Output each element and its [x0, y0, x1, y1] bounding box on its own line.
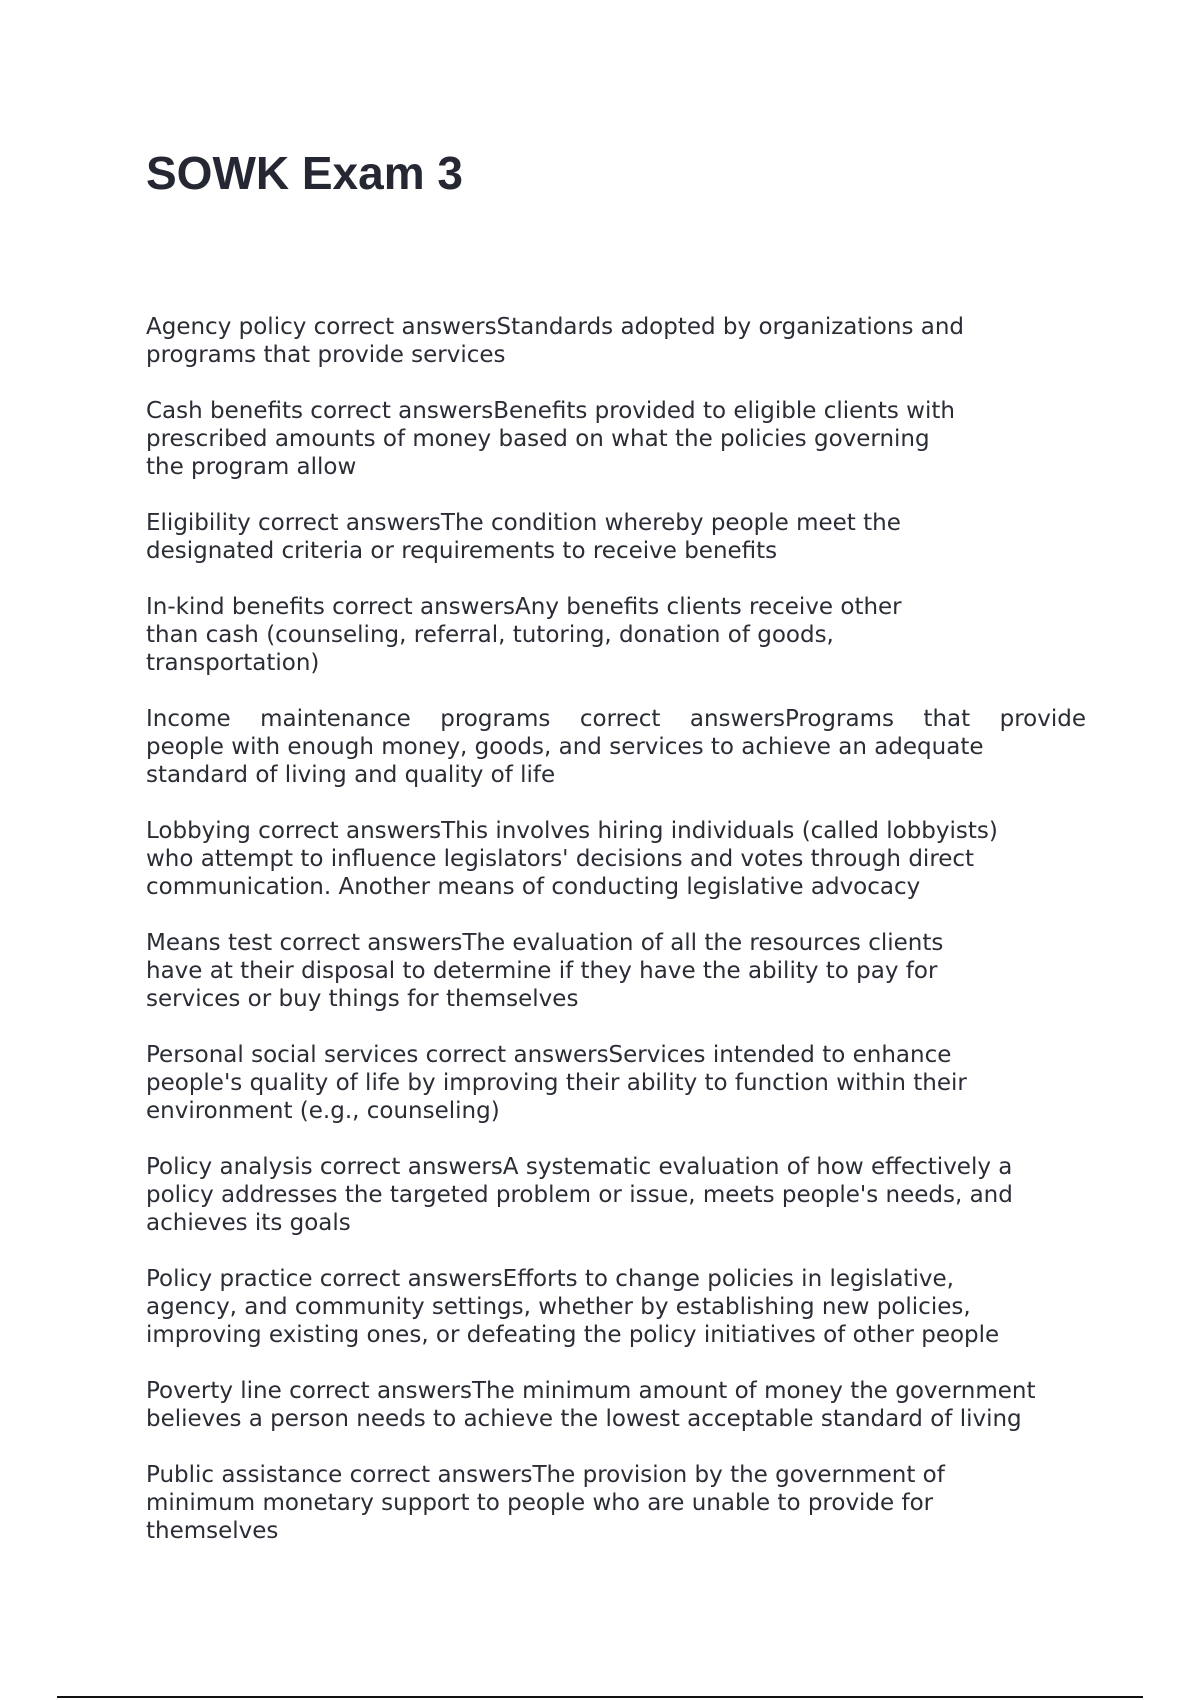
entry-line: improving existing ones, or defeating the policy initiatives of other people [146, 1322, 1000, 1348]
entry-line: Agency policy correct answersStandards adopted by organizations and [146, 314, 965, 340]
entry-line: Poverty line correct answersThe minimum amount of money the government [146, 1378, 1036, 1404]
entry-line: Public assistance correct answersThe provision by the government of [146, 1462, 945, 1488]
entry-line: have at their disposal to determine if they have the ability to pay for [146, 958, 938, 984]
list-item [146, 705, 1086, 789]
entry-line: themselves [146, 1518, 279, 1544]
list-item [146, 397, 1086, 481]
entry-line: than cash (counseling, referral, tutoring, donation of goods, [146, 622, 834, 648]
entry-line: the program allow [146, 454, 357, 480]
footer-divider [57, 1696, 1143, 1698]
page-title: SOWK Exam 3 [146, 147, 463, 199]
entry-line: Means test correct answersThe evaluation of all the resources clients [146, 930, 944, 956]
list-item [146, 1377, 1086, 1433]
list-item [146, 1461, 1086, 1545]
entry-line: minimum monetary support to people who are unable to provide for [146, 1490, 934, 1516]
entry-line: prescribed amounts of money based on what the policies governing [146, 426, 930, 452]
list-item [146, 1153, 1086, 1237]
list-item [146, 817, 1086, 901]
entry-line: transportation) [146, 650, 320, 676]
list-item [146, 1041, 1086, 1125]
entry-line: Policy analysis correct answersA systematic evaluation of how effectively a [146, 1154, 1013, 1180]
entry-line: achieves its goals [146, 1210, 351, 1236]
entry-line: Lobbying correct answersThis involves hiring individuals (called lobbyists) [146, 818, 998, 844]
entry-line: Policy practice correct answersEfforts to change policies in legislative, [146, 1266, 954, 1292]
entry-line: In-kind benefits correct answersAny benefits clients receive other [146, 594, 902, 620]
entry-line: designated criteria or requirements to receive benefits [146, 538, 778, 564]
entry-line: people's quality of life by improving their ability to function within their [146, 1070, 967, 1096]
list-item [146, 929, 1086, 1013]
entry-line: programs that provide services [146, 342, 506, 368]
entry-line: standard of living and quality of life [146, 762, 556, 788]
list-item [146, 509, 1086, 565]
entry-line: people with enough money, goods, and services to achieve an adequate [146, 734, 984, 760]
entry-line: Cash benefits correct answersBenefits provided to eligible clients with [146, 398, 955, 424]
entry-line: Personal social services correct answersServices intended to enhance [146, 1042, 952, 1068]
entry-line: who attempt to influence legislators' decisions and votes through direct [146, 846, 975, 872]
entry-line: Eligibility correct answersThe condition whereby people meet the [146, 510, 901, 536]
entry-line: services or buy things for themselves [146, 986, 579, 1012]
entry-line: Income maintenance programs correct answersPrograms that provide [146, 706, 1086, 732]
entry-line: communication. Another means of conducting legislative advocacy [146, 874, 921, 900]
entry-line: believes a person needs to achieve the lowest acceptable standard of living [146, 1406, 1022, 1432]
entry-line: policy addresses the targeted problem or issue, meets people's needs, and [146, 1182, 1013, 1208]
entry-line: environment (e.g., counseling) [146, 1098, 500, 1124]
list-item [146, 593, 1086, 677]
list-item [146, 1265, 1086, 1349]
entry-line: agency, and community settings, whether by establishing new policies, [146, 1294, 971, 1320]
list-item [146, 313, 1086, 369]
flashcard-list [146, 313, 1086, 1573]
